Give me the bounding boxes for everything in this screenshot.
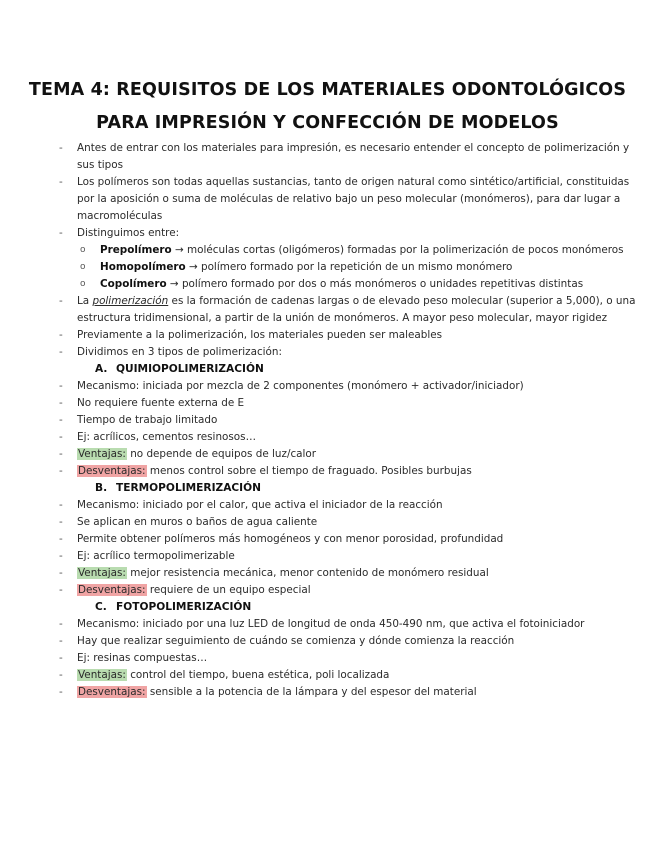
list-item-text: Mecanismo: iniciado por el calor, que activa el iniciador de la reacción bbox=[77, 499, 443, 511]
section-heading bbox=[0, 361, 655, 378]
list-item bbox=[0, 650, 655, 667]
bullet-marker: - bbox=[59, 618, 63, 630]
sub-list-item bbox=[0, 242, 655, 259]
list-item bbox=[0, 293, 655, 327]
desventajas-label: Desventajas: bbox=[78, 686, 146, 698]
list-item bbox=[0, 565, 655, 582]
bullet-marker: - bbox=[59, 499, 63, 511]
section-title: TERMOPOLIMERIZACIÓN bbox=[116, 482, 261, 494]
bullet-marker: - bbox=[59, 550, 63, 562]
paragraph-line: Antes de entrar con los materiales para impresión, es necesario entender el concepto de polimerización y bbox=[77, 142, 630, 154]
ventajas-label: Ventajas: bbox=[78, 669, 126, 681]
list-item-text: Tiempo de trabajo limitado bbox=[77, 414, 218, 426]
bullet-marker: - bbox=[59, 380, 63, 392]
ventajas-label: Ventajas: bbox=[78, 567, 126, 579]
definition: polímero formado por la repetición de un mismo monómero bbox=[200, 261, 513, 273]
section-letter: B. bbox=[95, 482, 108, 494]
bullet-marker: - bbox=[59, 176, 63, 188]
section-heading bbox=[0, 599, 655, 616]
list-item bbox=[0, 514, 655, 531]
list-item-text: Distinguimos entre: bbox=[77, 227, 180, 239]
list-item-text: Previamente a la polimerización, los materiales pueden ser maleables bbox=[77, 329, 443, 341]
bullet-marker: - bbox=[59, 346, 63, 358]
circle-bullet-icon: o bbox=[80, 279, 86, 289]
section-title: QUIMIOPOLIMERIZACIÓN bbox=[116, 363, 264, 375]
section-letter: A. bbox=[95, 363, 108, 375]
ventajas-text: mejor resistencia mecánica, menor contenido de monómero residual bbox=[130, 567, 489, 579]
list-item-text: Ej: resinas compuestas… bbox=[77, 652, 208, 664]
page-title-line-1: TEMA 4: REQUISITOS DE LOS MATERIALES ODONTOLÓGICOS bbox=[28, 80, 627, 100]
bullet-marker: - bbox=[59, 295, 63, 307]
bullet-marker: - bbox=[59, 584, 63, 596]
bullet-marker: - bbox=[59, 397, 63, 409]
bullet-marker: - bbox=[59, 567, 63, 579]
bullet-marker: - bbox=[59, 669, 63, 681]
sub-list-item bbox=[0, 259, 655, 276]
page-title-line-2: PARA IMPRESIÓN Y CONFECCIÓN DE MODELOS bbox=[96, 113, 559, 133]
bullet-marker: - bbox=[59, 465, 63, 477]
bullet-marker: - bbox=[59, 652, 63, 664]
bullet-marker: - bbox=[59, 142, 63, 154]
section-letter: C. bbox=[95, 601, 107, 613]
list-item bbox=[0, 327, 655, 344]
list-item bbox=[0, 140, 655, 174]
paragraph-line: macromoléculas bbox=[77, 210, 163, 222]
list-item bbox=[0, 446, 655, 463]
paragraph-line: sus tipos bbox=[77, 159, 124, 171]
list-item-text: Se aplican en muros o baños de agua caliente bbox=[77, 516, 318, 528]
list-item-text: Ej: acrílicos, cementos resinosos… bbox=[77, 431, 256, 443]
list-item bbox=[0, 633, 655, 650]
bullet-marker: - bbox=[59, 448, 63, 460]
paragraph-line: por la aposición o suma de moléculas de relativo bajo un peso molecular (monómeros), para dar lugar a bbox=[77, 193, 621, 205]
list-item bbox=[0, 412, 655, 429]
list-item-text: Mecanismo: iniciado por una luz LED de longitud de onda 450-490 nm, que activa el fotoiniciador bbox=[77, 618, 585, 630]
list-item bbox=[0, 684, 655, 701]
term: Homopolímero bbox=[100, 261, 186, 273]
list-item-text: Ej: acrílico termopolimerizable bbox=[77, 550, 235, 562]
desventajas-text: sensible a la potencia de la lámpara y del espesor del material bbox=[149, 686, 477, 698]
list-item-text: Hay que realizar seguimiento de cuándo se comienza y dónde comienza la reacción bbox=[77, 635, 515, 647]
paragraph-text: La bbox=[77, 295, 90, 307]
sub-list-item bbox=[0, 276, 655, 293]
term: Prepolímero bbox=[100, 244, 172, 256]
list-item bbox=[0, 174, 655, 225]
section-title: FOTOPOLIMERIZACIÓN bbox=[116, 601, 252, 613]
paragraph-text: es la formación de cadenas largas o de elevado peso molecular (superior a 5,000), o una bbox=[171, 295, 636, 307]
bullet-marker: - bbox=[59, 227, 63, 239]
list-item bbox=[0, 548, 655, 565]
arrow-icon: → bbox=[188, 261, 198, 273]
list-item bbox=[0, 667, 655, 684]
definition: moléculas cortas (oligómeros) formadas por la polimerización de pocos monómeros bbox=[186, 244, 624, 256]
ventajas-label: Ventajas: bbox=[78, 448, 126, 460]
list-item bbox=[0, 225, 655, 242]
list-item-text: Dividimos en 3 tipos de polimerización: bbox=[77, 346, 282, 358]
list-item bbox=[0, 463, 655, 480]
list-item-text: Permite obtener polímeros más homogéneos y con menor porosidad, profundidad bbox=[77, 533, 504, 545]
arrow-icon: → bbox=[174, 244, 184, 256]
emphasized-term: polimerización bbox=[92, 295, 169, 307]
ventajas-text: control del tiempo, buena estética, poli localizada bbox=[130, 669, 390, 681]
term: Copolímero bbox=[100, 278, 167, 290]
list-item bbox=[0, 344, 655, 361]
list-item bbox=[0, 378, 655, 395]
paragraph-line: Los polímeros son todas aquellas sustancias, tanto de origen natural como sintético/artificial, constituidas bbox=[77, 176, 630, 188]
list-item bbox=[0, 395, 655, 412]
bullet-marker: - bbox=[59, 686, 63, 698]
list-item bbox=[0, 582, 655, 599]
desventajas-label: Desventajas: bbox=[78, 465, 146, 477]
circle-bullet-icon: o bbox=[80, 245, 86, 255]
document-body bbox=[0, 140, 655, 701]
list-item-text: Mecanismo: iniciada por mezcla de 2 componentes (monómero + activador/iniciador) bbox=[77, 380, 524, 392]
circle-bullet-icon: o bbox=[80, 262, 86, 272]
desventajas-label: Desventajas: bbox=[78, 584, 146, 596]
desventajas-text: menos control sobre el tiempo de fraguado. Posibles burbujas bbox=[149, 465, 472, 477]
bullet-marker: - bbox=[59, 414, 63, 426]
section-heading bbox=[0, 480, 655, 497]
bullet-marker: - bbox=[59, 329, 63, 341]
bullet-marker: - bbox=[59, 635, 63, 647]
bullet-marker: - bbox=[59, 431, 63, 443]
ventajas-text: no depende de equipos de luz/calor bbox=[130, 448, 317, 460]
list-item bbox=[0, 531, 655, 548]
list-item-text: No requiere fuente externa de E bbox=[77, 397, 245, 409]
list-item bbox=[0, 497, 655, 514]
list-item bbox=[0, 429, 655, 446]
list-item bbox=[0, 616, 655, 633]
paragraph-line: estructura tridimensional, a partir de la unión de monómeros. A mayor peso molecular, mayor rigidez bbox=[77, 312, 608, 324]
arrow-icon: → bbox=[169, 278, 179, 290]
definition: polímero formado por dos o más monómeros o unidades repetitivas distintas bbox=[181, 278, 584, 290]
bullet-marker: - bbox=[59, 533, 63, 545]
bullet-marker: - bbox=[59, 516, 63, 528]
desventajas-text: requiere de un equipo especial bbox=[149, 584, 311, 596]
